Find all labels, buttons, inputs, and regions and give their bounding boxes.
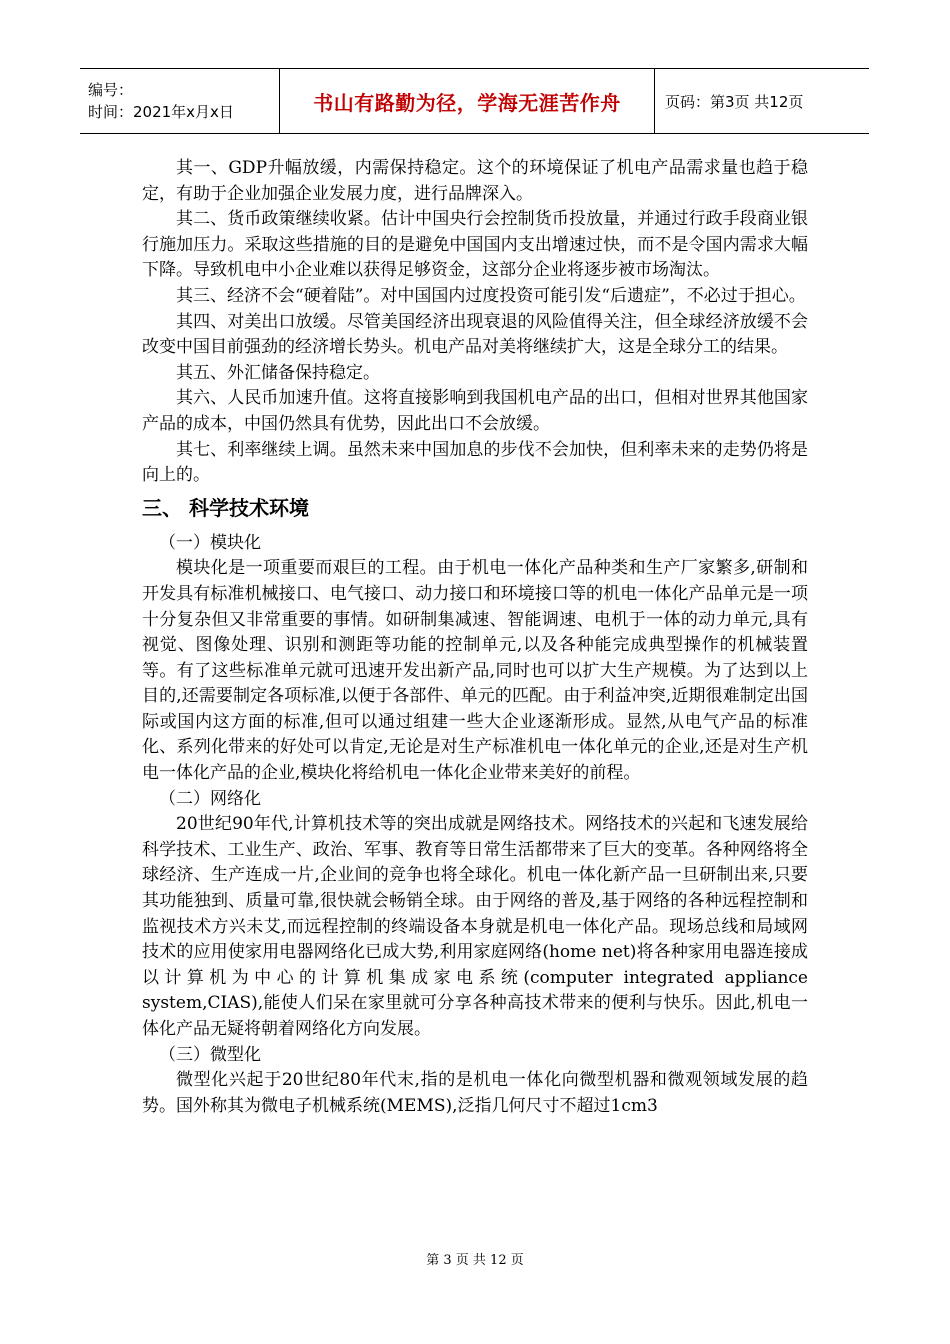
paragraph-miniaturization: 微型化兴起于20世纪80年代末,指的是机电一体化向微型机器和微观领域发展的趋势。国外称其为微电子机械系统(MEMS),泛指几何尺寸不超过1cm3 — [142, 1070, 808, 1116]
page-footer — [0, 1249, 950, 1268]
header-page-info-cell — [655, 69, 869, 133]
paragraph-soft-landing: 其三、经济不会“硬着陆”。对中国国内过度投资可能引发“后遗症”，不必过于担心。 — [176, 285, 806, 306]
paragraph-networking: 20世纪90年代,计算机技术等的突出成就是网络技术。网络技术的兴起和飞速发展给科学技术、工业生产、政治、军事、教育等日常生活都带来了巨大的变革。各种网络将全球经济、生产连成一片,企业间的竞争也将全球化。机电一体化新产品一旦研制出来,只要其功能独到、质量可靠,很快就会畅销全球。由于网络的普及,基于网络的各种远程控制和监视技术方兴未艾,而远程控制的终端设备本身就是机电一体化产品。现场总线和局域网技术的应用使家用电器网络化已成大势,利用家庭网络(home net)将各种家用电器连接成以计算机为中心的计算机集成家电系统(computer integrated appliance system,CIAS),能使人们呆在家里就可分享各种高技术带来的便利与快乐。因此,机电一体化产品无疑将朝着网络化方向发展。 — [142, 814, 808, 1039]
paragraph-us-exports: 其四、对美出口放缓。尽管美国经济出现衰退的风险值得关注，但全球经济放缓不会改变中国目前强劲的经济增长势头。机电产品对美将继续扩大，这是全球分工的结果。 — [142, 311, 808, 358]
paragraph-rmb-appreciation: 其六、人民币加速升值。这将直接影响到我国机电产品的出口，但相对世界其他国家产品的成本，中国仍然具有优势，因此出口不会放缓。 — [142, 388, 808, 434]
subsection-title-networking: （二）网络化 — [159, 788, 261, 809]
header-page-info: 页码：第3页 共12页 — [665, 92, 804, 111]
header-motto-cell — [279, 69, 655, 133]
paragraph-interest-rate: 其七、利率继续上调。虽然未来中国加息的步伐不会加快，但利率未来的走势仍将是向上的。 — [142, 439, 808, 486]
header-motto: 书山有路勤为径，学海无涯苦作舟 — [313, 90, 621, 115]
page-header — [80, 68, 869, 134]
subsection-title-modularization: （一）模块化 — [159, 532, 261, 553]
header-meta — [80, 69, 279, 133]
document-number-label: 编号： — [88, 81, 134, 99]
document-body — [142, 156, 808, 1119]
paragraph-modularization: 模块化是一项重要而艰巨的工程。由于机电一体化产品种类和生产厂家繁多,研制和开发具有标准机械接口、电气接口、动力接口和环境接口等的机电一体化产品单元是一项十分复杂但又非常重要的事情。如研制集减速、智能调速、电机于一体的动力单元,具有视觉、图像处理、识别和测距等功能的控制单元,以及各种能完成典型操作的机械装置等。有了这些标准单元就可迅速开发出新产品,同时也可以扩大生产规模。为了达到以上目的,还需要制定各项标准,以便于各部件、单元的匹配。由于利益冲突,近期很难制定出国际或国内这方面的标准,但可以通过组建一些大企业逐渐形成。显然,从电气产品的标准化、系列化带来的好处可以肯定,无论是对生产标准机电一体化单元的企业,还是对生产机电一体化产品的企业,模块化将给机电一体化企业带来美好的前程。 — [142, 558, 808, 784]
paragraph-fx-reserves: 其五、外汇储备保持稳定。 — [176, 362, 380, 383]
subsection-title-miniaturization: （三）微型化 — [159, 1044, 261, 1065]
section-heading: 三、 科学技术环境 — [142, 495, 309, 520]
paragraph-gdp: 其一、GDP升幅放缓，内需保持稳定。这个的环境保证了机电产品需求量也趋于稳定，有助于企业加强企业发展力度，进行品牌深入。 — [142, 158, 808, 204]
footer-page-number: 第 3 页 共 12 页 — [426, 1253, 524, 1268]
paragraph-monetary-policy: 其二、货币政策继续收紧。估计中国央行会控制货币投放量，并通过行政手段商业银行施加压力。采取这些措施的目的是避免中国国内支出增速过快，而不是令国内需求大幅下降。导致机电中小企业难以获得足够资金，这部分企业将逐步被市场淘汰。 — [142, 209, 808, 281]
document-date: 时间：2021年x月x日 — [88, 103, 234, 121]
